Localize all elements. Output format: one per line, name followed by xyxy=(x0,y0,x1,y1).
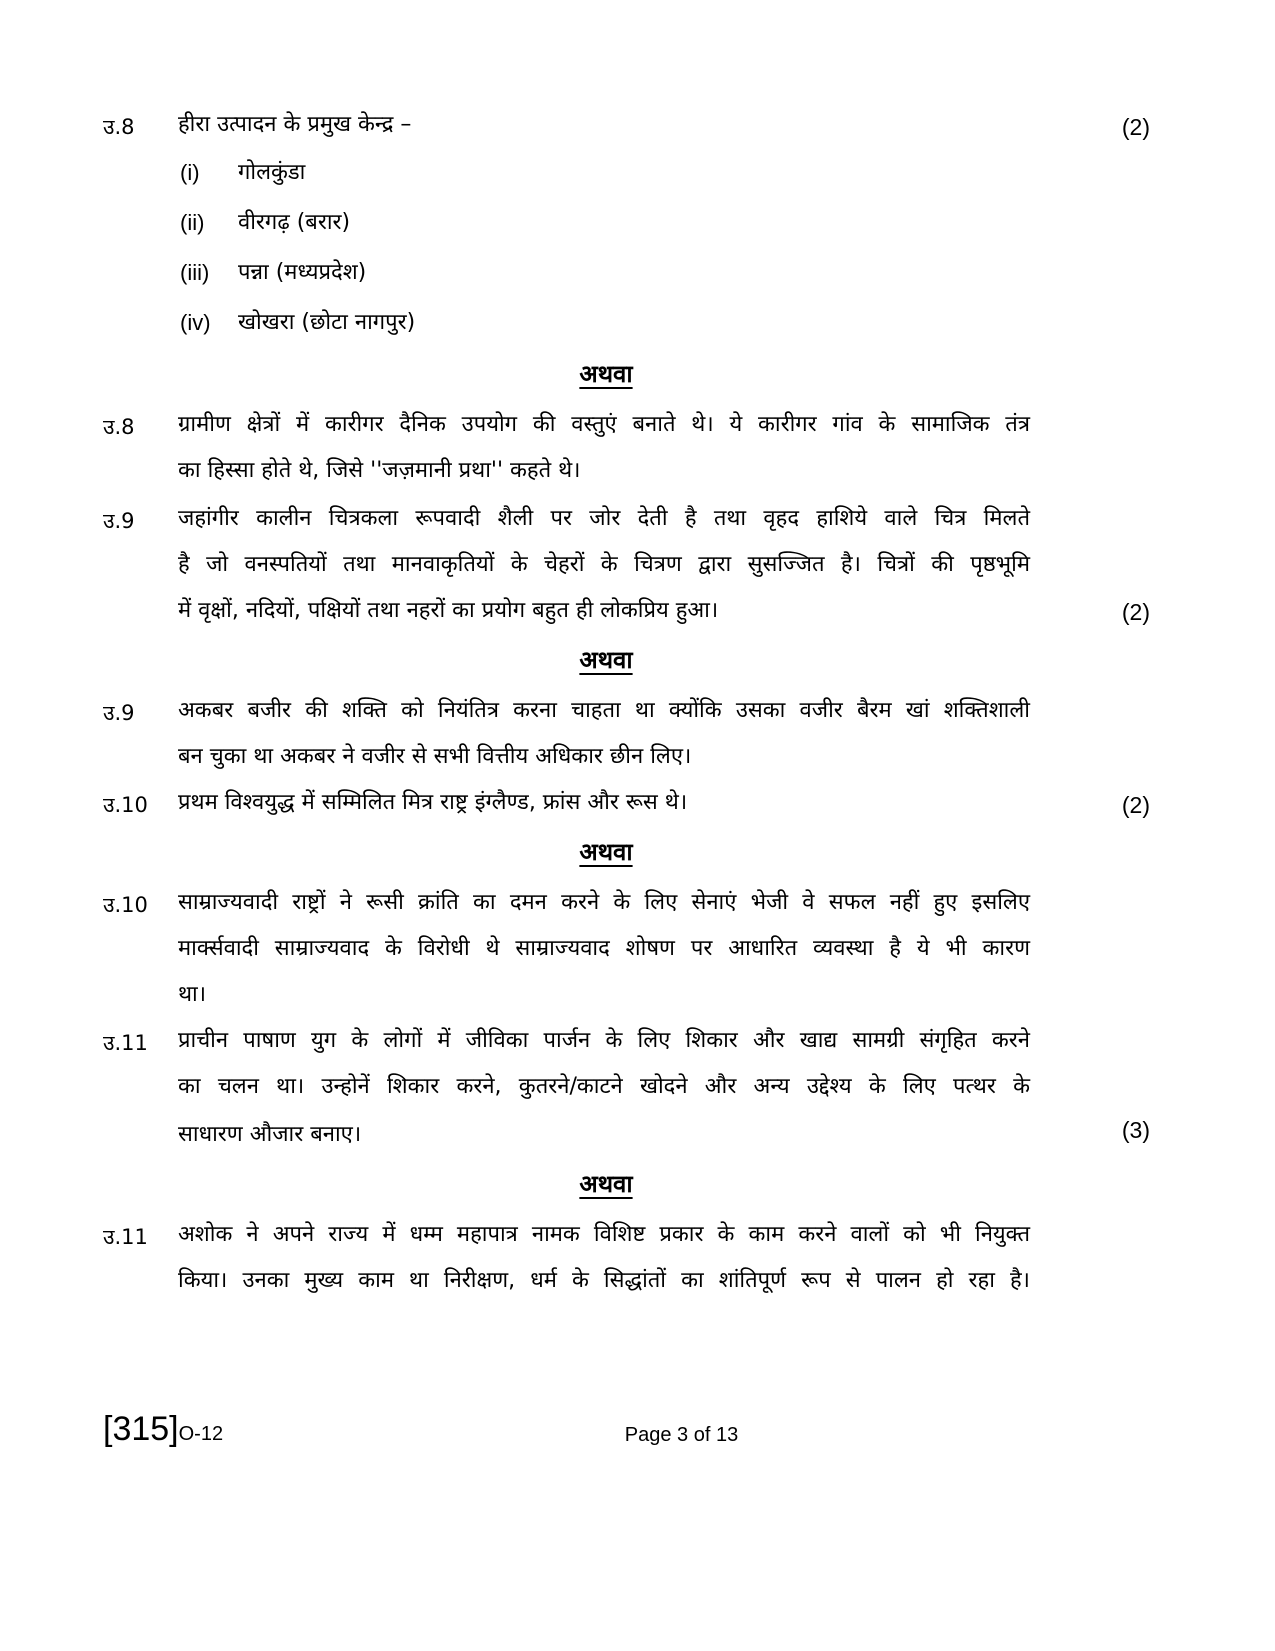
answer-line: है जो वनस्पतियों तथा मानवाकृतियों के चेहरों के चित्रण द्वारा सुसज्जित है। चित्रों की पृष्ठभूमि xyxy=(178,552,1030,577)
answer-line: साधारण औजार बनाए। xyxy=(178,1122,362,1147)
answer-line: मार्क्सवादी साम्राज्यवाद के विरोधी थे साम्राज्यवाद शोषण पर आधारित व्यवस्था है ये भी कारण xyxy=(178,936,1030,961)
answer-line: ग्रामीण क्षेत्रों में कारीगर दैनिक उपयोग की वस्तुएं बनाते थे। ये कारीगर गांव के सामाजिक तंत्र xyxy=(178,412,1030,437)
list-item: पन्ना (मध्यप्रदेश) xyxy=(238,260,367,285)
answer-heading: हीरा उत्पादन के प्रमुख केन्द्र – xyxy=(178,112,412,137)
answer-line: अशोक ने अपने राज्य में धम्म महापात्र नामक विशिष्ट प्रकार के काम करने वालों को भी नियुक्त xyxy=(178,1222,1030,1247)
or-separator: अथवा xyxy=(579,838,633,866)
question-number: उ.11 xyxy=(103,1031,148,1055)
list-roman: (i) xyxy=(180,160,200,185)
answer-line: का चलन था। उन्होनें शिकार करने, कुतरने/काटने खोदने और अन्य उद्देश्य के लिए पत्थर के xyxy=(178,1074,1030,1099)
answer-line: प्रथम विश्वयुद्ध में सम्मिलित मित्र राष्ट्र इंग्लैण्ड, फ्रांस और रूस थे। xyxy=(178,790,688,815)
question-number: उ.10 xyxy=(103,893,148,917)
answer-line: था। xyxy=(178,982,207,1007)
question-number: उ.9 xyxy=(103,701,135,725)
question-number: उ.8 xyxy=(103,415,135,439)
marks-label: (2) xyxy=(1121,114,1150,140)
question-number: उ.8 xyxy=(103,115,135,139)
answer-line: अकबर बजीर की शक्ति को नियंतित्र करना चाहता था क्योंकि उसका वजीर बैरम खां शक्तिशाली xyxy=(178,698,1030,723)
page-number: Page 3 of 13 xyxy=(624,1424,739,1446)
question-number: उ.11 xyxy=(103,1225,148,1249)
answer-line: का हिस्सा होते थे, जिसे ''जज़मानी प्रथा'' कहते थे। xyxy=(178,458,581,483)
answer-line: किया। उनका मुख्य काम था निरीक्षण, धर्म के सिद्धांतों का शांतिपूर्ण रूप से पालन हो रहा है। xyxy=(178,1268,1030,1293)
answer-line: जहांगीर कालीन चित्रकला रूपवादी शैली पर जोर देती है तथा वृहद हाशिये वाले चित्र मिलते xyxy=(178,506,1030,531)
list-roman: (iii) xyxy=(180,260,210,285)
answer-line: साम्राज्यवादी राष्ट्रों ने रूसी क्रांति का दमन करने के लिए सेनाएं भेजी वे सफल नहीं हुए इसलिए xyxy=(178,890,1030,915)
marks-label: (3) xyxy=(1121,1117,1150,1143)
marks-label: (2) xyxy=(1121,599,1150,625)
answer-line: बन चुका था अकबर ने वजीर से सभी वित्तीय अधिकार छीन लिए। xyxy=(178,744,692,769)
or-separator: अथवा xyxy=(579,360,633,388)
question-number: उ.10 xyxy=(103,793,148,817)
list-roman: (iv) xyxy=(180,310,211,335)
list-item: खोखरा (छोटा नागपुर) xyxy=(238,310,416,335)
paper-set-code: O-12 xyxy=(178,1423,224,1445)
list-item: वीरगढ़ (बरार) xyxy=(238,210,351,235)
answer-line: प्राचीन पाषाण युग के लोगों में जीविका पार्जन के लिए शिकार और खाद्य सामग्री संगृहित करने xyxy=(178,1028,1030,1053)
subject-code: [315] xyxy=(103,1410,179,1448)
list-roman: (ii) xyxy=(180,210,205,235)
list-item: गोलकुंडा xyxy=(238,160,306,185)
or-separator: अथवा xyxy=(579,646,633,674)
or-separator: अथवा xyxy=(579,1170,633,1198)
answer-line: में वृक्षों, नदियों, पक्षियों तथा नहरों का प्रयोग बहुत ही लोकप्रिय हुआ। xyxy=(178,598,719,623)
question-number: उ.9 xyxy=(103,509,135,533)
marks-label: (2) xyxy=(1121,792,1150,818)
